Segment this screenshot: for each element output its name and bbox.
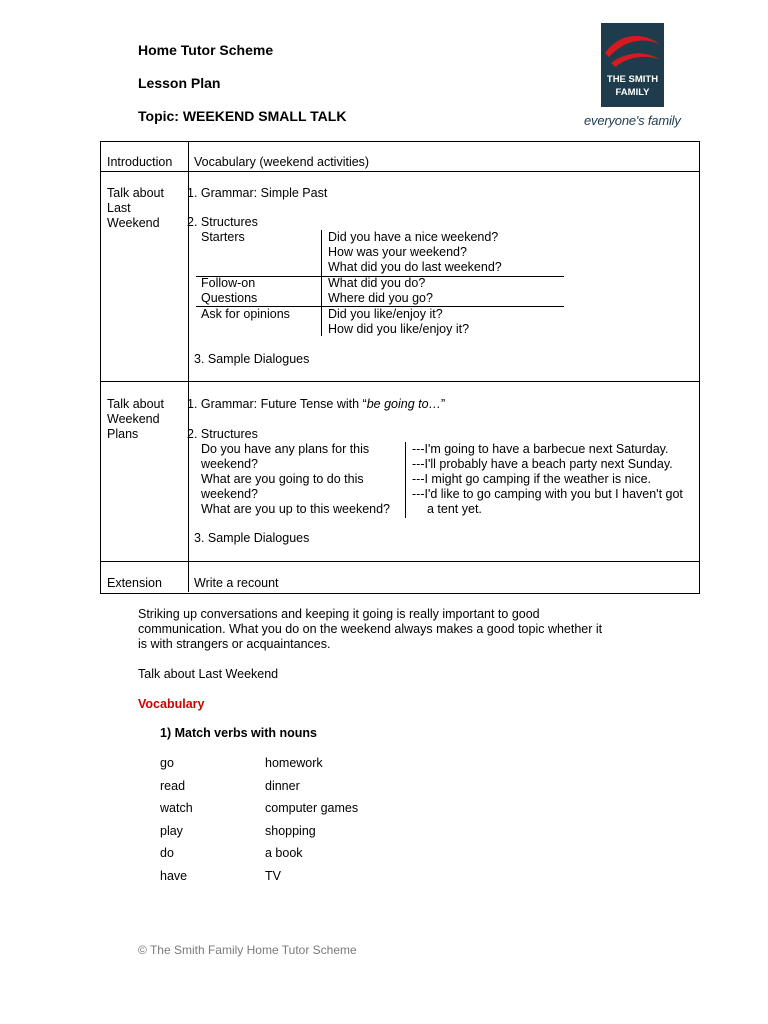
talk-about-heading: Talk about Last Weekend [138, 667, 279, 681]
verbs-column [160, 756, 193, 891]
plans-divider [405, 442, 406, 518]
lesson-table [100, 141, 700, 594]
grammar-suffix: ” [441, 397, 446, 411]
grammar-prefix: 1. Grammar: Future Tense with “ [187, 397, 367, 411]
question-line: What are you going to do this [201, 472, 364, 486]
nouns-column [265, 756, 358, 891]
plans-dialogues: 3. Sample Dialogues [194, 531, 310, 545]
question-line: How did you like/enjoy it? [328, 322, 470, 336]
question-line: weekend? [201, 487, 258, 501]
vocabulary-heading: Vocabulary [138, 697, 205, 711]
last-weekend-grammar: 1. Grammar: Simple Past [187, 186, 328, 200]
noun-item: dinner [265, 778, 300, 793]
label-line: Talk about [107, 397, 164, 411]
follow-on-questions [328, 276, 433, 306]
row-divider [101, 561, 699, 562]
question-line: weekend? [201, 457, 258, 471]
question-line: Where did you go? [328, 291, 433, 305]
header-title: Home Tutor Scheme [138, 42, 274, 58]
plans-grammar [187, 397, 445, 412]
plans-label [107, 397, 164, 442]
row-divider [101, 381, 699, 382]
paragraph-line: Striking up conversations and keeping it going is really important to good [138, 607, 540, 621]
last-weekend-dialogues: 3. Sample Dialogues [194, 352, 310, 366]
noun-item: TV [265, 868, 281, 883]
verb-item: read [160, 778, 186, 793]
grammar-italic: be going to… [366, 397, 442, 411]
plans-answers [412, 442, 683, 517]
question-line: Do you have any plans for this [201, 442, 370, 456]
starters-label: Starters [201, 230, 245, 244]
paragraph-line: communication. What you do on the weekend always makes a good topic whether it [138, 622, 603, 636]
logo-line1: THE SMITH [606, 74, 659, 85]
topic-title: Topic: WEEKEND SMALL TALK [138, 108, 347, 124]
table-column-divider [188, 142, 189, 592]
question-line: What did you do last weekend? [328, 260, 502, 274]
verb-item: do [160, 846, 174, 860]
answer-line: a tent yet. [427, 502, 482, 516]
noun-item: homework [265, 756, 323, 770]
extension-content: Write a recount [194, 576, 279, 590]
logo-tagline: everyone's family [584, 113, 681, 128]
answer-line: ---I might go camping if the weather is nice. [412, 472, 651, 486]
logo-line2: FAMILY [615, 87, 650, 98]
question-line: Did you have a nice weekend? [328, 230, 499, 244]
noun-item: computer games [265, 801, 359, 815]
last-weekend-structures: 2. Structures [187, 215, 258, 229]
structures-divider [321, 230, 322, 336]
starters-questions [328, 230, 502, 275]
label-line: Last [107, 201, 131, 215]
opinions-questions [328, 307, 469, 337]
last-weekend-label [107, 186, 164, 231]
opinions-label: Ask for opinions [201, 307, 290, 321]
plans-questions [201, 442, 390, 517]
label-line: Weekend [107, 412, 160, 426]
logo-wordmark [601, 73, 664, 99]
question-line: What did you do? [328, 276, 426, 290]
extension-label: Extension [107, 576, 162, 590]
intro-label: Introduction [107, 155, 173, 169]
paragraph-line: is with strangers or acquaintances. [138, 637, 331, 651]
intro-paragraph [138, 607, 602, 652]
question-line: What are you up to this weekend? [201, 502, 391, 516]
verb-item: watch [160, 801, 193, 815]
question-line: How was your weekend? [328, 245, 467, 259]
label-line: Follow-on [201, 276, 256, 290]
swoosh-icon [601, 23, 664, 73]
question-line: Did you like/enjoy it? [328, 307, 443, 321]
noun-item: a book [265, 846, 303, 860]
footer-copyright: © The Smith Family Home Tutor Scheme [138, 943, 357, 957]
label-line: Weekend [107, 216, 160, 230]
lesson-plan-title: Lesson Plan [138, 75, 221, 91]
label-line: Plans [107, 427, 139, 441]
plans-structures: 2. Structures [187, 427, 258, 441]
follow-on-label [201, 276, 257, 306]
exercise-heading: 1) Match verbs with nouns [160, 726, 317, 740]
label-line: Questions [201, 291, 258, 305]
verb-item: go [160, 756, 174, 770]
verb-item: play [160, 823, 183, 838]
intro-content: Vocabulary (weekend activities) [194, 155, 370, 169]
answer-line: ---I'd like to go camping with you but I haven't got [412, 487, 683, 501]
row-divider [101, 171, 699, 172]
answer-line: ---I'm going to have a barbecue next Saturday. [412, 442, 669, 456]
verb-item: have [160, 868, 188, 883]
label-line: Talk about [107, 186, 164, 200]
noun-item: shopping [265, 823, 316, 838]
answer-line: ---I'll probably have a beach party next Sunday. [412, 457, 673, 471]
